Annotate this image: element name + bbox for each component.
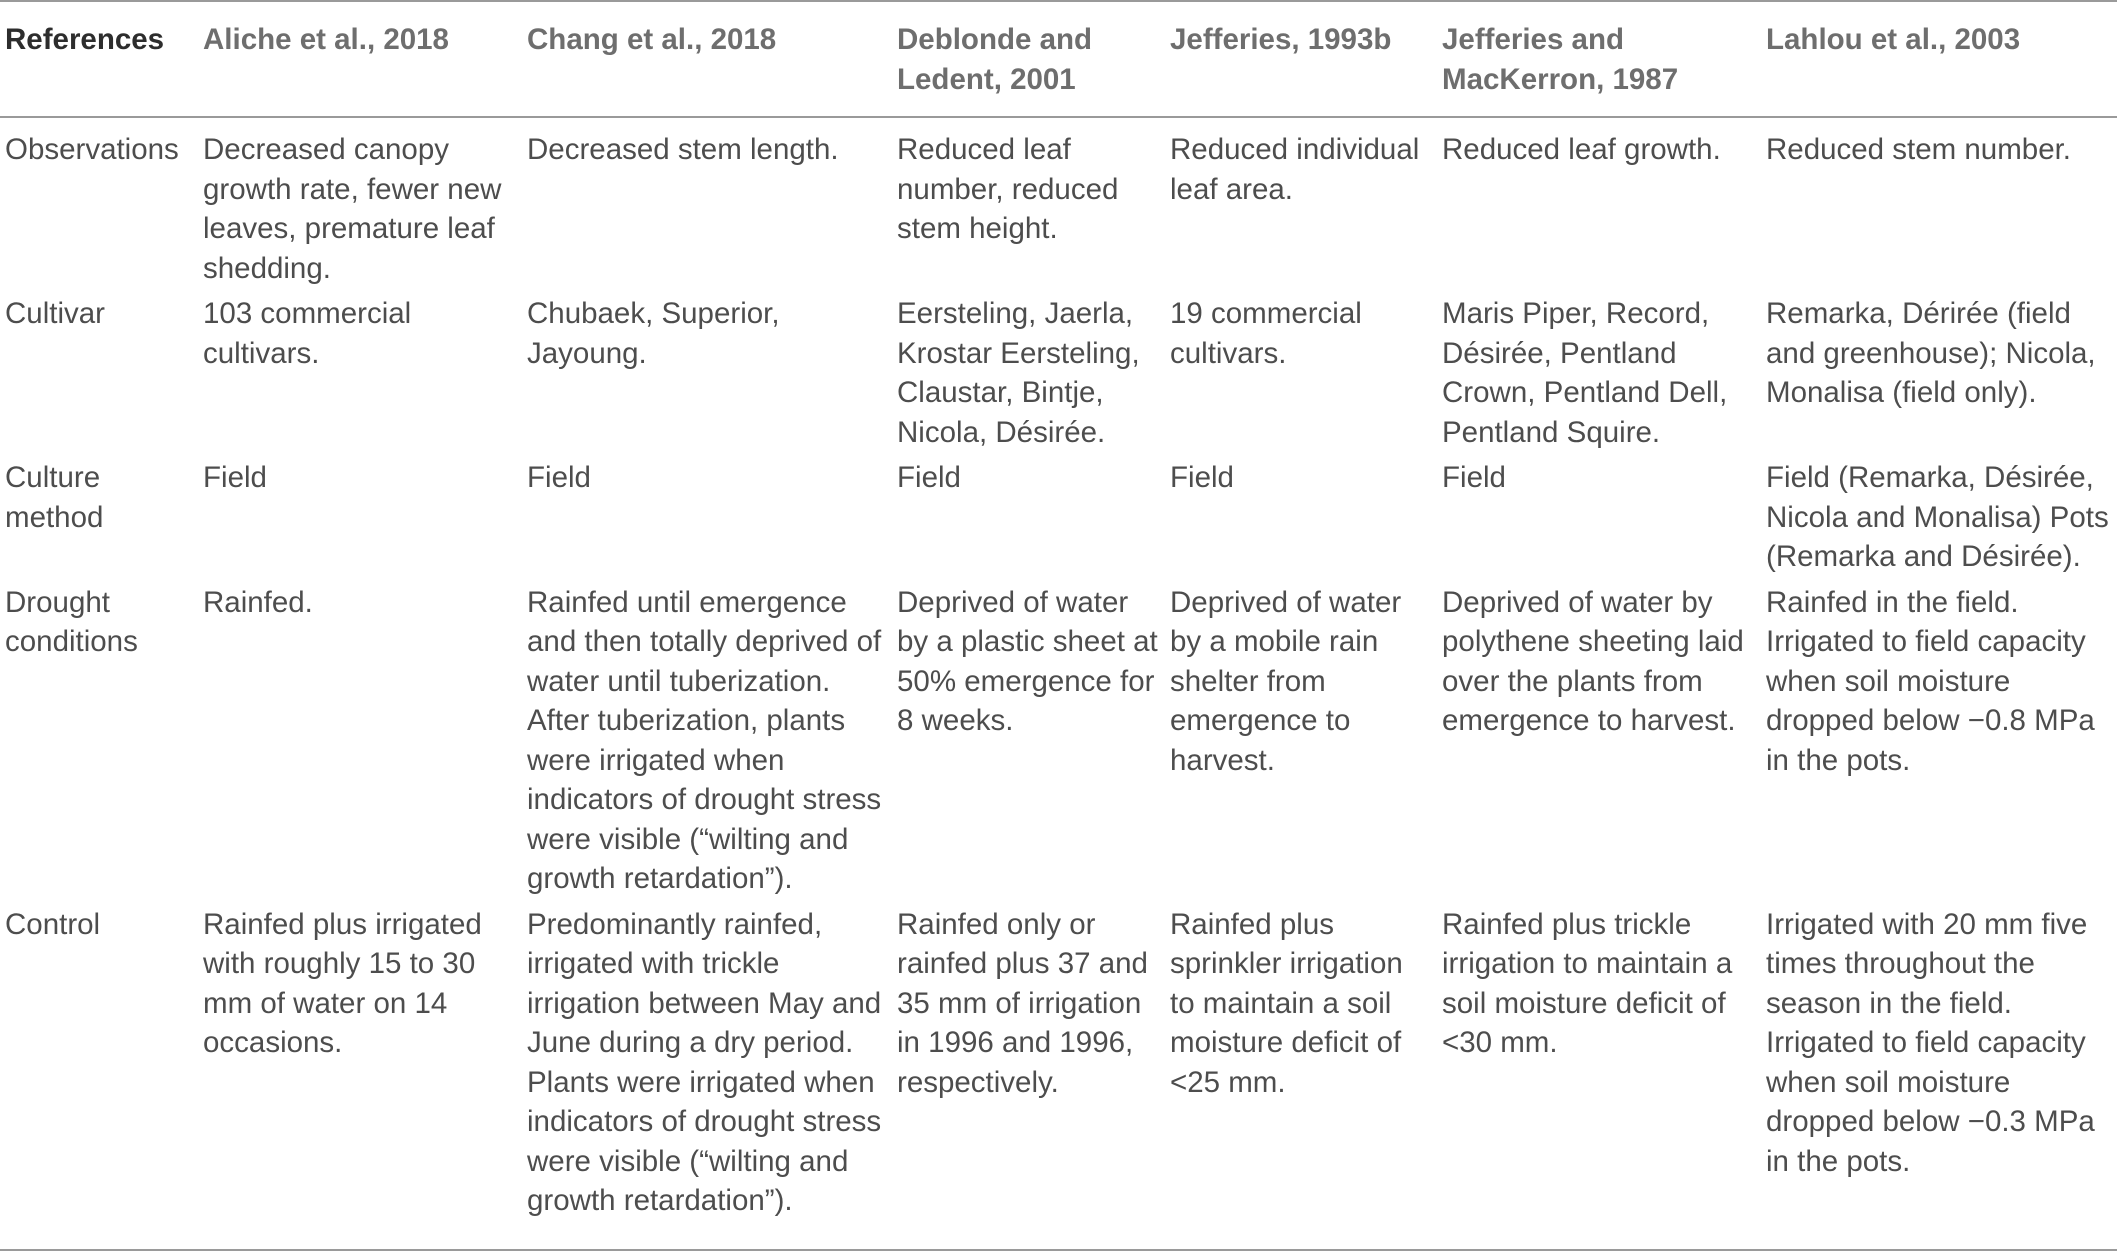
table-cell: Rainfed plus sprinkler irrigation to maintain a soil moisture deficit of <25 mm. bbox=[1170, 907, 1403, 1099]
table-cell: Field bbox=[1170, 461, 1234, 494]
table-cell: Chubaek, Superior, Jayoung. bbox=[527, 297, 780, 370]
row-label: Observations bbox=[5, 133, 179, 166]
table-cell: Rainfed in the field. Irrigated to field capacity when soil moisture dropped below −0.8 MPa in the pots. bbox=[1766, 585, 2095, 777]
table-cell: Reduced leaf growth. bbox=[1442, 133, 1721, 166]
row-label: Culture method bbox=[5, 461, 104, 534]
table-cell: Remarka, Dérirée (field and greenhouse); Nicola, Monalisa (field only). bbox=[1766, 297, 2096, 409]
table-cell: Eersteling, Jaerla, Krostar Eersteling, Claustar, Bintje, Nicola, Désirée. bbox=[897, 297, 1140, 449]
row-label: Cultivar bbox=[5, 297, 105, 330]
table-cell: Rainfed only or rainfed plus 37 and 35 mm of irrigation in 1996 and 1996, respectively. bbox=[897, 907, 1148, 1099]
header-lahlou-2003: Lahlou et al., 2003 bbox=[1766, 23, 2021, 56]
row-label: Drought conditions bbox=[5, 585, 138, 658]
table-cell: Reduced stem number. bbox=[1766, 133, 2071, 166]
header-aliche-2018: Aliche et al., 2018 bbox=[203, 23, 449, 56]
table-cell: Maris Piper, Record, Désirée, Pentland Crown, Pentland Dell, Pentland Squire. bbox=[1442, 297, 1728, 449]
table-cell: Rainfed plus trickle irrigation to maintain a soil moisture deficit of <30 mm. bbox=[1442, 907, 1733, 1059]
table-cell: Irrigated with 20 mm five times throughout the season in the field. Irrigated to field capacity when soil moisture dropped below −0.3 MPa in the pots. bbox=[1766, 907, 2095, 1178]
table-cell: Field bbox=[527, 461, 591, 494]
table-cell: Deprived of water by polythene sheeting laid over the plants from emergence to harvest. bbox=[1442, 585, 1744, 737]
table-cell: Field bbox=[897, 461, 961, 494]
header-deblonde-2001: Deblonde and Ledent, 2001 bbox=[897, 23, 1093, 96]
table-row-drought-conditions bbox=[0, 583, 2117, 905]
header-jefferies-mackerron-1987: Jefferies and MacKerron, 1987 bbox=[1442, 23, 1679, 96]
table-cell: Decreased stem length. bbox=[527, 133, 839, 166]
table-body bbox=[0, 117, 2117, 1250]
table-cell: Decreased canopy growth rate, fewer new leaves, premature leaf shedding. bbox=[203, 133, 502, 285]
row-label: Control bbox=[5, 907, 101, 941]
table-cell: Reduced individual leaf area. bbox=[1170, 133, 1420, 206]
table-cell: Field bbox=[203, 461, 267, 494]
table-cell: Deprived of water by a mobile rain shelter from emergence to harvest. bbox=[1170, 585, 1402, 777]
table-cell: Predominantly rainfed, irrigated with trickle irrigation between May and June during a dry period. Plants were irrigated when indicators of drought stress were visible (“wilting and growth retardation”). bbox=[527, 907, 882, 1217]
table-row-culture-method bbox=[0, 458, 2117, 583]
table-header bbox=[0, 1, 2117, 117]
table-cell: Rainfed plus irrigated with roughly 15 to 30 mm of water on 14 occasions. bbox=[203, 907, 482, 1059]
header-chang-2018: Chang et al., 2018 bbox=[527, 23, 777, 56]
table-cell: Reduced leaf number, reduced stem height. bbox=[897, 133, 1119, 245]
table-cell: 103 commercial cultivars. bbox=[203, 297, 412, 370]
header-references: References bbox=[5, 23, 165, 56]
table-row-observations bbox=[0, 117, 2117, 294]
table-row-control bbox=[0, 905, 2117, 1250]
table-row-cultivar bbox=[0, 294, 2117, 458]
table-cell: Field bbox=[1442, 461, 1506, 494]
header-row bbox=[0, 1, 2117, 117]
table-cell: Rainfed until emergence and then totally deprived of water until tuberization. After tuberization, plants were irrigated when indicators of drought stress were visible (“wilting and growth retardation”). bbox=[527, 585, 882, 895]
table-cell: Rainfed. bbox=[203, 585, 313, 619]
table-cell: 19 commercial cultivars. bbox=[1170, 297, 1362, 370]
table-cell: Deprived of water by a plastic sheet at 50% emergence for 8 weeks. bbox=[897, 585, 1158, 737]
header-jefferies-1993b: Jefferies, 1993b bbox=[1170, 23, 1392, 56]
table-cell: Field (Remarka, Désirée, Nicola and Monalisa) Pots (Remarka and Désirée). bbox=[1766, 461, 2109, 573]
